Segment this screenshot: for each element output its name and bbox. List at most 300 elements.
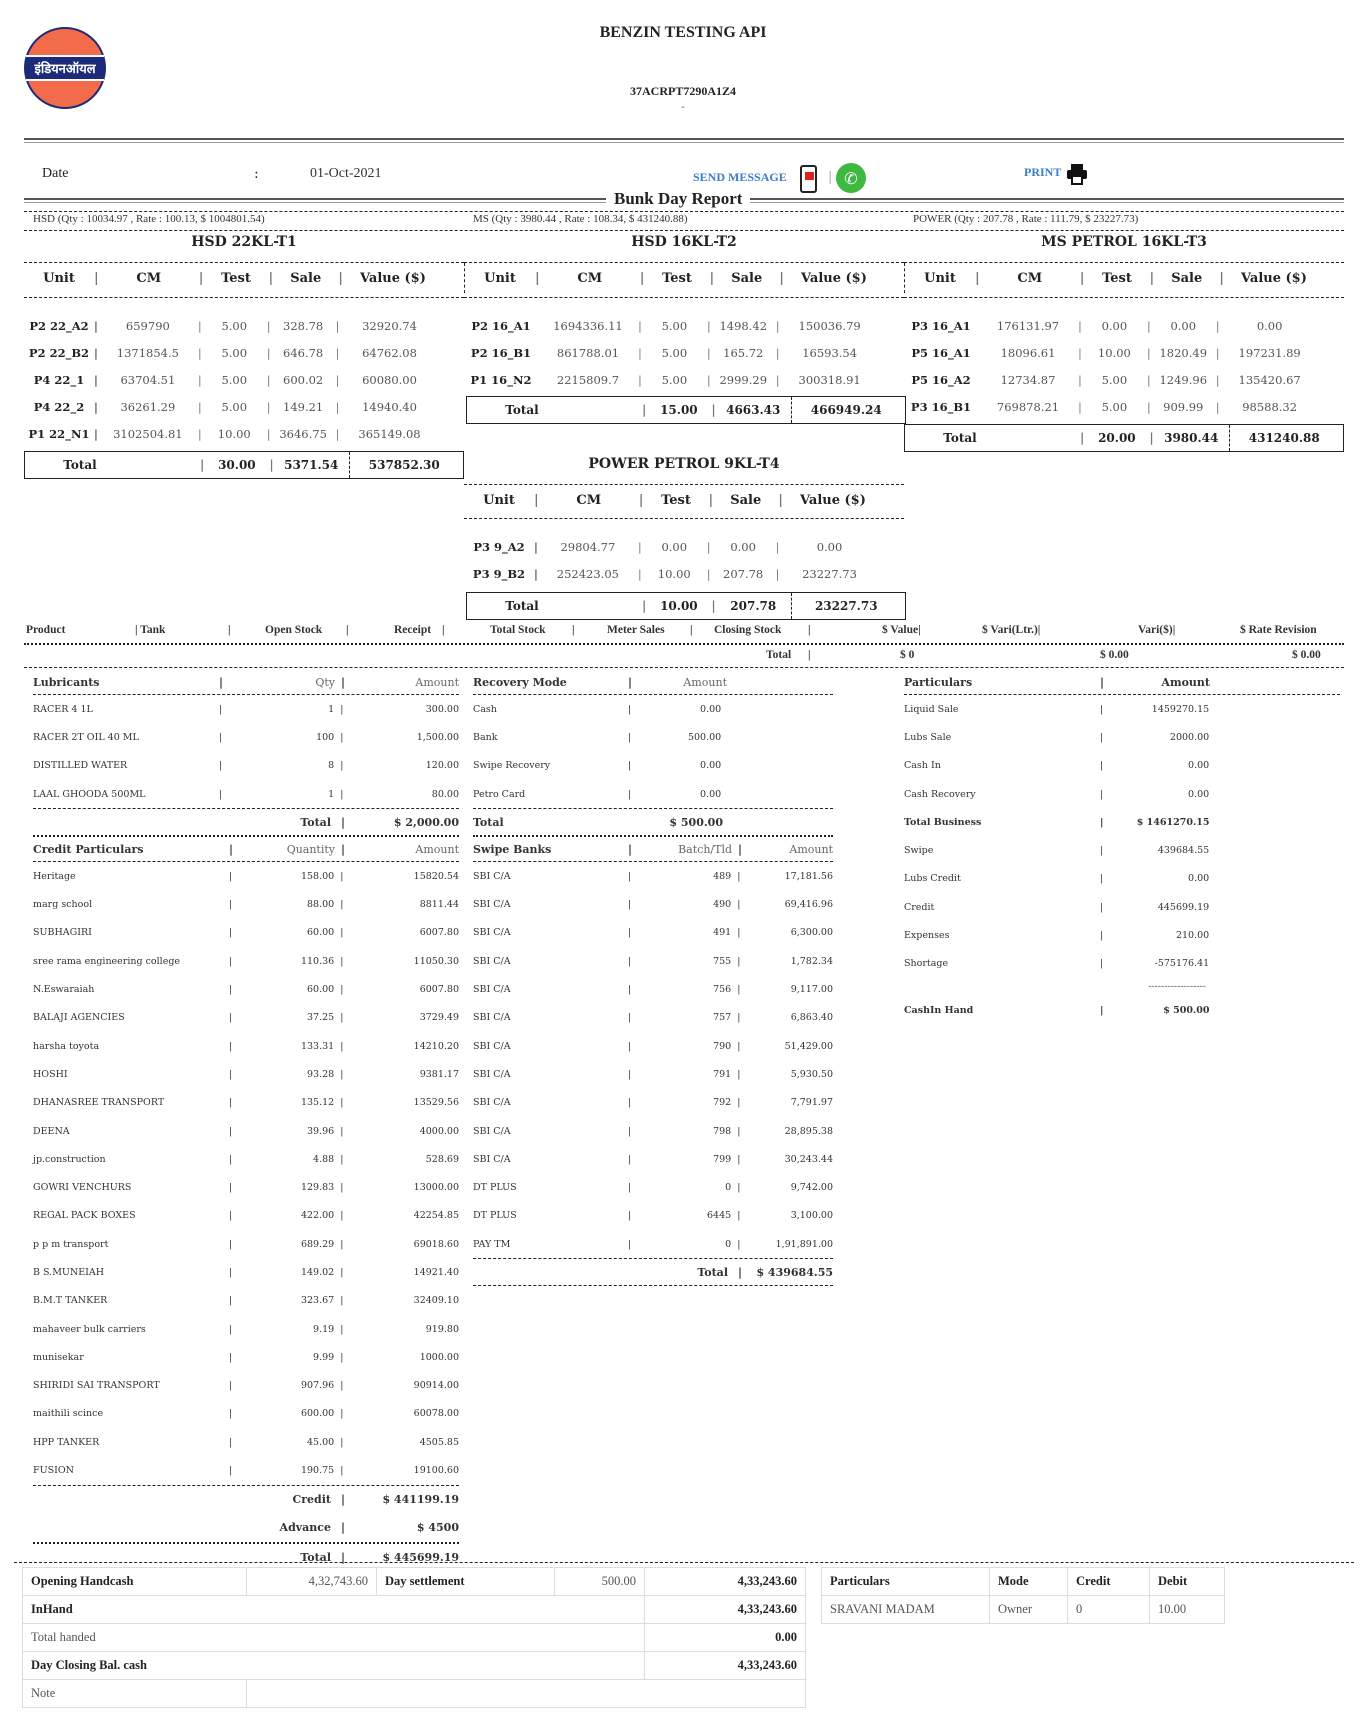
quantity: 9.99 (313, 1351, 335, 1363)
stock-col-closing: Closing Stock (714, 624, 782, 636)
amount: 7,791.97 (790, 1097, 833, 1109)
sale: 0.00 (730, 539, 756, 554)
stock-col-receipt: Receipt (394, 624, 432, 636)
amount: -575176.41 (1154, 958, 1210, 970)
mode: Bank (473, 731, 498, 743)
col-value: Value ($) (360, 270, 426, 286)
col-unit: Unit (924, 270, 956, 286)
pipe: | (346, 624, 349, 636)
item: LAAL GHOODA 500ML (33, 788, 146, 800)
total-label: Total (943, 431, 977, 445)
meter-row: P5 16_A1 18096.61 | 10.00 | 1820.49 | 197231.89 (904, 339, 1344, 366)
stock-col-vari-ltr: $ Vari(Ltr.)| (982, 624, 1041, 636)
item: DISTILLED WATER (33, 760, 128, 772)
particular: SRAVANI MADAM (822, 1596, 990, 1624)
amount: 528.69 (425, 1153, 459, 1165)
lubricant-row: RACER 2T OIL 40 ML | 100 | 1,500.00 (33, 731, 459, 743)
meter-row: P2 22_A2 | 659790 | 5.00 | 328.78 | 32920.74 (24, 312, 464, 339)
stock-col-value: $ Value| (882, 624, 921, 636)
credit-header: Credit Particulars | Quantity | Amount (33, 842, 459, 856)
credit-row: N.Eswaraiah | 60.00 | 6007.80 (33, 984, 459, 996)
credit-row: mahaveer bulk carriers | 9.19 | 919.80 (33, 1323, 459, 1335)
tank-title: MS PETROL 16KL-T3 (1041, 234, 1207, 250)
meter-header: Unit | CM | Test | Sale | Value ($) (24, 263, 464, 293)
amount: 19100.60 (413, 1465, 459, 1477)
amount: 6007.80 (419, 927, 459, 939)
col-credit-particulars: Credit Particulars (33, 842, 144, 856)
amount: 500.00 (687, 731, 722, 743)
swipe-row: SBI C/A | 791 | 5,930.50 (473, 1068, 833, 1080)
recovery-header: Recovery Mode | Amount (473, 675, 728, 689)
col-lubricants: Lubricants (33, 675, 100, 689)
party: maithili scince (33, 1408, 104, 1420)
note-field[interactable] (247, 1680, 806, 1708)
swipe-row: DT PLUS | 6445 | 3,100.00 (473, 1210, 833, 1222)
quantity: 422.00 (300, 1210, 335, 1222)
amount: 13000.00 (413, 1182, 459, 1194)
amount: 90914.00 (413, 1380, 459, 1392)
total-sale: 4663.43 (726, 403, 781, 417)
col-value: Value ($) (801, 270, 867, 286)
note-label: Note (23, 1680, 247, 1708)
recovery-row: Swipe Recovery | 0.00 (473, 760, 722, 772)
value: 64762.08 (362, 345, 417, 360)
credit-total: $ 441199.19 (382, 1493, 459, 1507)
total-sale: 3980.44 (1164, 431, 1219, 445)
party: BALAJI AGENCIES (33, 1012, 125, 1024)
amount: 3729.49 (419, 1012, 459, 1024)
cm: 861788.01 (556, 345, 620, 360)
credit-row: SUBHAGIRI | 60.00 | 6007.80 (33, 927, 459, 939)
value: 197231.89 (1238, 345, 1301, 360)
value: 98588.32 (1242, 399, 1298, 414)
party: REGAL PACK BOXES (33, 1210, 136, 1222)
total-label: Total (505, 599, 539, 613)
amount: 11050.30 (413, 955, 459, 967)
amount: 80.00 (431, 788, 459, 800)
total-label: Total (505, 403, 539, 417)
swipe-header: Swipe Banks | Batch/Tld | Amount (473, 842, 833, 856)
value: 0.00 (816, 539, 843, 554)
stock-total-label: Total (766, 649, 792, 661)
particular-row: Liquid Sale | 1459270.15 (904, 703, 1210, 715)
printer-icon[interactable] (1066, 163, 1088, 185)
col-unit: Unit (43, 270, 75, 286)
credit-row: BALAJI AGENCIES | 37.25 | 3729.49 (33, 1012, 459, 1024)
batch: 792 (713, 1097, 732, 1109)
test: 5.00 (221, 345, 248, 360)
amount: 0.00 (1188, 760, 1210, 772)
advance-label: Advance (279, 1521, 331, 1535)
credit-row: HOSHI | 93.28 | 9381.17 (33, 1068, 459, 1080)
sale: 149.21 (283, 399, 324, 414)
date-label: Date (42, 166, 69, 181)
divider (24, 667, 1344, 668)
test: 0.00 (661, 539, 688, 554)
batch: 757 (713, 1012, 732, 1024)
amount: 5,930.50 (790, 1068, 833, 1080)
value: 365149.08 (358, 426, 421, 441)
quantity: 39.96 (307, 1125, 335, 1137)
quantity: 9.19 (313, 1323, 335, 1335)
party: N.Eswaraiah (33, 984, 95, 996)
amount: 14921.40 (413, 1266, 459, 1278)
amount: 28,895.38 (784, 1125, 833, 1137)
credit-row: FUSION | 190.75 | 19100.60 (33, 1465, 459, 1477)
batch: 798 (713, 1125, 732, 1137)
divider (24, 230, 1344, 231)
credit-row: munisekar | 9.99 | 1000.00 (33, 1351, 459, 1363)
cm: 63704.51 (120, 372, 176, 387)
total-test: 20.00 (1098, 431, 1136, 445)
party: jp.construction (33, 1153, 106, 1165)
stock-total-value: $ 0 (900, 649, 915, 661)
quantity: 158.00 (300, 870, 335, 882)
bank: SBI C/A (473, 899, 511, 911)
credit-grand-total: Total | $ 445699.19 (33, 1544, 459, 1572)
col-amount: Amount (789, 842, 833, 856)
quantity: 323.67 (300, 1295, 335, 1307)
col-cm: CM (1017, 270, 1043, 286)
party: p p m transport (33, 1238, 109, 1250)
stock-col-meter: Meter Sales (607, 624, 665, 636)
lubricant-row: LAAL GHOODA 500ML | 1 | 80.00 (33, 788, 459, 800)
particular: Total Business (904, 816, 982, 828)
print-button[interactable]: PRINT (1024, 165, 1062, 179)
unit: P3 16_B1 (910, 399, 972, 414)
total-test: 15.00 (660, 403, 698, 417)
value: 135420.67 (1238, 372, 1301, 387)
test: 5.00 (1101, 372, 1128, 387)
amount: 1,500.00 (416, 731, 459, 743)
quantity: 149.02 (300, 1266, 335, 1278)
total-handed-value: 0.00 (645, 1624, 806, 1652)
sale: 1820.49 (1159, 345, 1208, 360)
swipe-row: SBI C/A | 490 | 69,416.96 (473, 899, 833, 911)
cm: 3102504.81 (113, 426, 183, 441)
credit-row: harsha toyota | 133.31 | 14210.20 (33, 1040, 459, 1052)
amount: 6007.80 (419, 984, 459, 996)
sale: 165.72 (723, 345, 764, 360)
col-test: Test (221, 270, 251, 286)
pipe: | (808, 624, 811, 636)
party: sree rama engineering college (33, 955, 181, 967)
amount: 9,742.00 (790, 1182, 833, 1194)
quantity: 60.00 (307, 927, 335, 939)
total-value: $ 2,000.00 (393, 815, 459, 829)
stock-total-vari: $ 0.00 (1100, 649, 1129, 661)
batch: 491 (713, 927, 732, 939)
credit-row: HPP TANKER | 45.00 | 4505.85 (33, 1436, 459, 1448)
bank: SBI C/A (473, 1153, 511, 1165)
quantity: 689.29 (300, 1238, 335, 1250)
unit: P5 16_A1 (911, 345, 971, 360)
party: DEENA (33, 1125, 70, 1137)
cm: 12734.87 (1000, 372, 1056, 387)
quantity: 88.00 (307, 899, 335, 911)
stock-total-rate: $ 0.00 (1292, 649, 1321, 661)
col-unit: Unit (483, 492, 515, 508)
amount: 30,243.44 (784, 1153, 833, 1165)
particular-row: Credit | 445699.19 (904, 901, 1210, 913)
batch: 799 (713, 1153, 732, 1165)
col-qty: Qty (315, 675, 336, 689)
value: 16593.54 (802, 345, 858, 360)
gst-number: 37ACRPT7290A1Z4 (629, 84, 736, 98)
unit: P3 9_A2 (473, 539, 525, 554)
col-amount: Amount (683, 675, 728, 689)
particular: Cash In (904, 760, 941, 772)
whatsapp-icon[interactable]: ✆ (836, 163, 866, 193)
party: HPP TANKER (33, 1436, 100, 1448)
credit-row: B S.MUNEIAH | 149.02 | 14921.40 (33, 1266, 459, 1278)
credit-row: SHIRIDI SAI TRANSPORT | 907.96 | 90914.00 (33, 1380, 459, 1392)
tank-title: POWER PETROL 9KL-T4 (588, 456, 780, 472)
particular-row: Shortage | -575176.41 (904, 958, 1210, 970)
credit-row: maithili scince | 600.00 | 60078.00 (33, 1408, 459, 1420)
unit: P1 16_N2 (470, 372, 532, 387)
swipe-row: PAY TM | 0 | 1,91,891.00 (473, 1238, 833, 1250)
inhand-label: InHand (23, 1596, 645, 1624)
day-settlement-value: 500.00 (555, 1568, 645, 1596)
item: RACER 4 1L (33, 703, 93, 715)
value: 300318.91 (798, 372, 861, 387)
unit: P2 22_A2 (29, 318, 89, 333)
cm: 2215809.7 (556, 372, 620, 387)
divider (24, 211, 1344, 212)
quantity: 110.36 (300, 955, 335, 967)
amount: 445699.19 (1157, 901, 1210, 913)
credit-subtotal: Credit | $ 441199.19 (33, 1486, 459, 1514)
col-value: Value ($) (800, 492, 866, 508)
credit-row: p p m transport | 689.29 | 69018.60 (33, 1238, 459, 1250)
bank: SBI C/A (473, 927, 511, 939)
meter-row: P2 16_B1 861788.01 | 5.00 | 165.72 | 16593.54 (464, 339, 904, 366)
particular-row: Swipe | 439684.55 (904, 845, 1210, 857)
total-handed-row (23, 1624, 806, 1652)
batch: 791 (713, 1068, 732, 1080)
swipe-row: SBI C/A | 491 | 6,300.00 (473, 927, 833, 939)
closing-row (23, 1652, 806, 1680)
quantity: 37.25 (307, 1012, 335, 1024)
qty: 8 (328, 760, 335, 772)
party: HOSHI (33, 1068, 68, 1080)
divider (464, 297, 904, 298)
meter-row: P4 22_1 | 63704.51 | 5.00 | 600.02 | 60080.00 (24, 366, 464, 393)
party: harsha toyota (33, 1040, 100, 1052)
quantity: 129.83 (300, 1182, 335, 1194)
day-settlement-label: Day settlement (377, 1568, 555, 1596)
col-mode: Mode (990, 1568, 1068, 1596)
cash-in-hand-value: $ 500.00 (1163, 1004, 1210, 1016)
amount: 1,91,891.00 (775, 1238, 833, 1250)
lubricants-table (33, 670, 459, 1572)
particular: Shortage (904, 958, 949, 970)
quantity: 907.96 (300, 1380, 335, 1392)
credit-row: jp.construction | 4.88 | 528.69 (33, 1153, 459, 1165)
col-test: Test (662, 270, 692, 286)
amount: 69018.60 (413, 1238, 459, 1250)
header-dash: - (681, 100, 685, 113)
tank-total: Total | 30.00 | 5371.54 537852.30 (24, 451, 464, 479)
tank-rows (464, 312, 904, 393)
bank: DT PLUS (473, 1182, 517, 1194)
amount: 0.00 (1188, 873, 1210, 885)
bank: SBI C/A (473, 1125, 511, 1137)
pipe: | (808, 649, 811, 661)
stock-col-total: Total Stock (490, 624, 546, 636)
total-label: Total (300, 815, 331, 829)
handover-header (822, 1568, 1225, 1596)
batch: 756 (713, 984, 732, 996)
party: FUSION (33, 1465, 74, 1477)
col-swipe-banks: Swipe Banks (473, 842, 552, 856)
sms-phone-icon[interactable] (800, 165, 817, 193)
swipe-row: SBI C/A | 790 | 51,429.00 (473, 1040, 833, 1052)
credit-row: DHANASREE TRANSPORT | 135.12 | 13529.56 (33, 1097, 459, 1109)
particular-row: Lubs Credit | 0.00 (904, 873, 1210, 885)
amount: 1,782.34 (790, 955, 833, 967)
bank: DT PLUS (473, 1210, 517, 1222)
batch: 490 (713, 899, 732, 911)
amount: 51,429.00 (784, 1040, 833, 1052)
particular: Liquid Sale (904, 703, 959, 715)
test: 5.00 (221, 318, 248, 333)
quantity: 135.12 (300, 1097, 335, 1109)
particular-row: Cash Recovery | 0.00 (904, 788, 1210, 800)
tank-rows (24, 312, 464, 447)
batch: 755 (713, 955, 732, 967)
mode: Cash (473, 703, 497, 715)
mode: Swipe Recovery (473, 760, 551, 772)
col-batch: Batch/Tld (678, 842, 733, 856)
particular: Swipe (904, 845, 934, 857)
batch: 0 (725, 1238, 732, 1250)
party: munisekar (33, 1351, 84, 1363)
col-test: Test (661, 492, 691, 508)
unit: P3 16_A1 (911, 318, 971, 333)
meter-row: P2 22_B2 | 1371854.5 | 5.00 | 646.78 | 64762.08 (24, 339, 464, 366)
send-message-button[interactable]: SEND MESSAGE (693, 170, 787, 184)
credit-row: B.M.T TANKER | 323.67 | 32409.10 (33, 1295, 459, 1307)
settlement-table (22, 1567, 806, 1708)
swipe-row: SBI C/A | 798 | 28,895.38 (473, 1125, 833, 1137)
value: 150036.79 (798, 318, 861, 333)
total-label: Total (300, 1551, 331, 1565)
swipe-row: SBI C/A | 757 | 6,863.40 (473, 1012, 833, 1024)
total-value: $ 500.00 (669, 815, 723, 829)
quantity: 60.00 (307, 984, 335, 996)
power-summary: POWER (Qty : 207.78 , Rate : 111.79, $ 23227.73) (913, 213, 1139, 225)
amount: 60078.00 (413, 1408, 459, 1420)
amount: 17,181.56 (784, 870, 833, 882)
cash-in-hand-label: CashIn Hand (904, 1004, 974, 1016)
total-handed-label: Total handed (23, 1624, 645, 1652)
tank-title: HSD 22KL-T1 (191, 234, 297, 250)
amount: 42254.85 (413, 1210, 459, 1222)
opening-row (23, 1568, 806, 1596)
test: 10.00 (657, 566, 691, 581)
swipe-total: Total | $ 439684.55 (473, 1259, 833, 1285)
particulars-header: Particulars | Amount (904, 675, 1211, 689)
col-particulars: Particulars (904, 675, 973, 689)
total-label: Total (63, 458, 97, 472)
date-value: 01-Oct-2021 (310, 166, 382, 181)
bank: SBI C/A (473, 1040, 511, 1052)
meter-row: P3 16_A1 176131.97 | 0.00 | 0.00 | 0.00 (904, 312, 1344, 339)
col-recovery-mode: Recovery Mode (473, 675, 567, 689)
amount: 0.00 (1188, 788, 1210, 800)
swipe-row: SBI C/A | 755 | 1,782.34 (473, 955, 833, 967)
meter-row: P1 16_N2 2215809.7 | 5.00 | 2999.29 | 300318.91 (464, 366, 904, 393)
col-sale: Sale (290, 270, 322, 286)
note-row (23, 1680, 806, 1708)
ms-summary: MS (Qty : 3980.44 , Rate : 108.34, $ 431240.88) (473, 213, 688, 225)
test: 5.00 (661, 345, 688, 360)
test: 5.00 (661, 318, 688, 333)
test: 0.00 (1101, 318, 1128, 333)
party: SUBHAGIRI (33, 927, 92, 939)
credit-row: sree rama engineering college | 110.36 | 11050.30 (33, 955, 459, 967)
cm: 176131.97 (996, 318, 1060, 333)
swipe-row: SBI C/A | 489 | 17,181.56 (473, 870, 833, 882)
action-separator: | (828, 170, 833, 185)
divider (24, 297, 464, 298)
cm: 769878.21 (996, 399, 1060, 414)
header-divider (24, 138, 1344, 143)
meter-row: P1 22_N1 | 3102504.81 | 10.00 | 3646.75 | 365149.08 (24, 420, 464, 447)
cash-in-hand-row: CashIn Hand | $ 500.00 (904, 1004, 1210, 1016)
cm: 1694336.11 (553, 318, 623, 333)
tank-total: Total | 10.00 | 207.78 23227.73 (466, 592, 906, 620)
sale: 646.78 (283, 345, 324, 360)
particular: Credit (904, 901, 935, 913)
total-value: 431240.88 (1229, 425, 1339, 451)
unit: P4 22_2 (33, 399, 85, 414)
handover-row (822, 1596, 1225, 1624)
swipe-row: DT PLUS | 0 | 9,742.00 (473, 1182, 833, 1194)
sale: 328.78 (283, 318, 324, 333)
test: 5.00 (661, 372, 688, 387)
col-cm: CM (136, 270, 162, 286)
unit: P4 22_1 (33, 372, 85, 387)
divider (14, 1562, 1354, 1563)
party: DHANASREE TRANSPORT (33, 1097, 165, 1109)
amount: 1459270.15 (1151, 703, 1210, 715)
opening-value: 4,32,743.60 (247, 1568, 377, 1596)
amount: 2000.00 (1169, 731, 1210, 743)
meter-header: Unit | CM | Test | Sale | Value ($) (464, 263, 904, 293)
particulars-divider (904, 978, 1340, 996)
quantity: 93.28 (307, 1068, 335, 1080)
bank: SBI C/A (473, 955, 511, 967)
company-logo: इंडियनऑयल (24, 27, 106, 109)
credit-row: REGAL PACK BOXES | 422.00 | 42254.85 (33, 1210, 459, 1222)
unit: P2 22_B2 (28, 345, 90, 360)
meter-row: P4 22_2 | 36261.29 | 5.00 | 149.21 | 14940.40 (24, 393, 464, 420)
credit-row: Heritage | 158.00 | 15820.54 (33, 870, 459, 882)
col-particulars: Particulars (822, 1568, 990, 1596)
total-test: 10.00 (660, 599, 698, 613)
quantity: 190.75 (300, 1465, 335, 1477)
tank-rows (904, 312, 1344, 420)
col-unit: Unit (484, 270, 516, 286)
col-sale: Sale (730, 492, 762, 508)
meter-header: Unit | CM | Test | Sale | Value ($) (464, 485, 904, 515)
swipe-row: SBI C/A | 756 | 9,117.00 (473, 984, 833, 996)
particular-row: Expenses | 210.00 (904, 930, 1210, 942)
amount: 1000.00 (419, 1351, 459, 1363)
